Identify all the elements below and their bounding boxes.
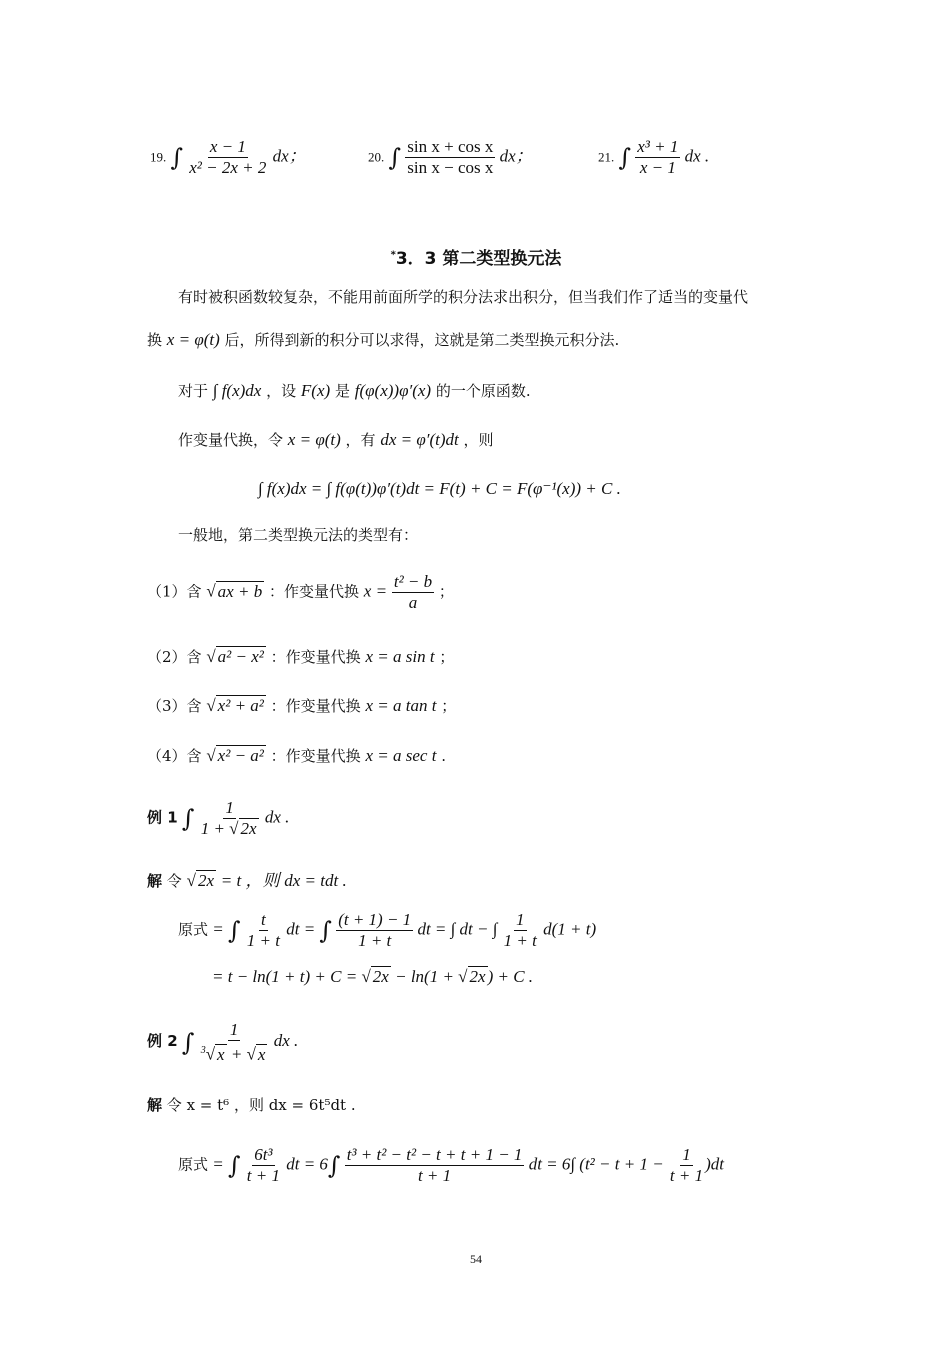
setup-math-composite: f(φ(x))φ′(x) (354, 381, 432, 400)
denominator: t + 1 (246, 1166, 280, 1185)
numerator: 6t³ (254, 1145, 273, 1164)
denominator: a (408, 593, 418, 612)
example-label: 例 1 (147, 808, 178, 827)
denominator: 1 + t (246, 931, 280, 950)
exercise-20 (368, 137, 533, 178)
denominator: 1 + √ 2x (200, 819, 257, 838)
types-intro: 一般地，第二类型换元法的类型有： (178, 526, 419, 544)
line-label: 原式 (178, 922, 209, 939)
substitution: x = a sec t (365, 746, 437, 765)
numerator: 1 (225, 798, 234, 817)
integral-sign: ∫ (327, 1151, 341, 1180)
intro-text: 换 (147, 331, 163, 349)
page-number: 54 (470, 1252, 482, 1266)
section-title: 3．3 第二类型换元法 (395, 249, 562, 269)
solution-label: 解 (147, 1096, 163, 1114)
fraction (187, 137, 268, 178)
term: dt − ∫ (459, 919, 498, 939)
exercise-21 (598, 137, 709, 178)
radical: 2x (372, 967, 389, 986)
type-1: （1）含 √ ax + b ：作变量代换 x = $\frac{\text{t² − b}}{a}$ ； (147, 572, 454, 612)
type-end: . (441, 747, 446, 765)
numerator: t³ + t² − t² − t + t + 1 − 1 (346, 1145, 523, 1164)
fraction (345, 1145, 525, 1186)
radical: 2x (197, 871, 214, 890)
denominator: $^3$√ x + √ x (200, 1044, 266, 1064)
integral-sign: ∫ (228, 1151, 241, 1180)
numerator: x³ + 1 (637, 137, 679, 156)
solution-1-intro: 解 令 √ 2x = t ，则 dx = tdt . (147, 871, 347, 890)
substitution: x = a sin t (365, 647, 435, 666)
numerator: sin x + cos x (407, 137, 494, 156)
denominator: 1 + t (358, 931, 392, 950)
radical: 2x (240, 819, 257, 838)
solution-1-line-2: = t − ln(1 + t) + C = √ 2x − ln(1 + √ 2x ) + C . (212, 967, 534, 986)
term: − ln(1 + (395, 967, 454, 986)
type-4: （4）含 √ x² − a² ：作变量代换 x = a sec t . (147, 746, 446, 765)
type-end: ； (438, 582, 454, 601)
radical: x (217, 1044, 225, 1064)
intro-line-1: 有时被积函数较复杂，不能用前面所学的积分法求出积分，但当我们作了适当的变量代 (178, 288, 749, 306)
sub-fraction (392, 572, 434, 613)
integral-sign: ∫ (181, 1028, 195, 1057)
numerator: t² − b (393, 572, 433, 591)
integral-sign: ∫ (181, 804, 195, 833)
term: = 6∫ (t² − t + 1 − (546, 1154, 664, 1174)
setup-text: 作变量代换，令 (178, 431, 284, 449)
integral-sign: ∫ (388, 143, 402, 172)
intro-math: x = φ(t) (166, 330, 220, 349)
type-end: ； (439, 648, 455, 666)
type-label: （3）含 (147, 697, 202, 715)
term: = t − ln(1 + t) + C = (212, 967, 358, 986)
integral-tail: dx； (272, 146, 306, 166)
exercise-number: 19. (150, 149, 167, 165)
plus: + (230, 1044, 243, 1064)
term: d(1 + t) (543, 919, 597, 939)
type-label: （1）含 (147, 582, 202, 601)
radical: x (257, 1044, 266, 1064)
type-text: ：作变量代换 (270, 648, 361, 666)
fraction (199, 798, 261, 839)
type-2: （2）含 √ a² − x² ：作变量代换 x = a sin t ； (147, 647, 455, 666)
type-3: （3）含 √ x² + a² ：作变量代换 x = a tan t ； (147, 696, 457, 715)
denominator: x² − 2x + 2 (189, 158, 267, 177)
fraction (336, 910, 413, 951)
type-text: ：作变量代换 (268, 582, 359, 601)
setup-text: 是 (334, 382, 350, 400)
term: ) + C . (487, 967, 534, 986)
numerator: 1 (229, 1020, 239, 1039)
solution-text: 令 x = t⁶ ，则 dx = 6t⁵dt . (166, 1096, 356, 1114)
integral-tail: dx . (264, 807, 290, 827)
example-label: 例 2 (147, 1032, 178, 1051)
solution-1-line-1: 原式 = ∫ $\frac{t}{1 + t}$ dt = ∫ $\frac{(t + 1) - 1}{1 + t}$ dt = ∫ dt − ∫ $\frac{1}{1 + t}$ d(1 + t) (178, 910, 597, 950)
setup-text: ，有 (345, 431, 376, 449)
denominator: t + 1 (417, 1166, 452, 1185)
solution-math: dx = tdt . (284, 871, 347, 890)
setup-text: 对于 (178, 382, 209, 400)
numerator: x − 1 (209, 137, 246, 156)
setup-math-antiderivative: F(x) (300, 381, 331, 400)
denominator: sin x − cos x (407, 158, 494, 177)
type-label: （4）含 (147, 747, 202, 765)
solution-2-intro (147, 1094, 356, 1116)
substitution: x = a tan t (365, 696, 437, 715)
integral-sign: ∫ (618, 143, 632, 172)
denominator: t + 1 (669, 1166, 704, 1185)
section-heading (0, 244, 952, 269)
setup-math-differential: dx = φ′(t)dt (380, 430, 459, 449)
integral-sign: ∫ (228, 916, 241, 945)
fraction (502, 910, 539, 951)
intro-line-2 (147, 329, 619, 351)
example-1 (147, 798, 289, 839)
exercise-19 (150, 137, 306, 178)
numerator: (t + 1) − 1 (338, 910, 412, 929)
type-end: ； (441, 697, 457, 715)
integral-tail: dx . (684, 146, 710, 166)
type-label: （2）含 (147, 648, 202, 666)
fraction (635, 137, 680, 178)
setup-text: ，设 (266, 382, 297, 400)
line-label: 原式 (178, 1157, 209, 1174)
exercise-number: 20. (368, 149, 385, 165)
integral-sign: ∫ (170, 143, 184, 172)
numerator: t (261, 910, 266, 929)
solution-text: = t ，则 (220, 871, 280, 890)
sub-lhs: x = (363, 581, 388, 601)
setup-text: ，则 (463, 431, 494, 449)
radical: x² + a² (217, 696, 264, 715)
fraction (199, 1020, 270, 1065)
denominator: x − 1 (639, 158, 676, 177)
numerator: 1 (682, 1145, 691, 1164)
integral-tail: dx； (499, 146, 533, 166)
term: )dt (705, 1154, 725, 1174)
type-text: ：作变量代换 (270, 747, 361, 765)
intro-text-end: 后，所得到新的积分可以求得，这就是第二类型换元积分法. (224, 331, 620, 349)
type-text: ：作变量代换 (270, 697, 361, 715)
example-2 (147, 1020, 298, 1065)
solution-2-line-1: 原式 = ∫ $\frac{\text{6t³}}{t + 1}$ dt = 6∫ $\frac{\text{t³ + t² − t² − t + t + 1 − 1}}{t + 1}$ dt = 6∫ (t² − t + 1 − $\frac{1}{t + 1}$ )dt (178, 1145, 725, 1185)
solution-label: 解 (147, 872, 163, 890)
den-prefix: 1 + (200, 819, 225, 838)
fraction (405, 137, 495, 178)
fraction (245, 910, 282, 951)
radical: 2x (469, 967, 486, 986)
main-formula: ∫ f(x)dx = ∫ f(φ(t))φ′(t)dt = F(t) + C = F(φ⁻¹(x)) + C . (258, 479, 621, 498)
integral-tail: dx . (273, 1031, 299, 1051)
radical: x² − a² (217, 746, 264, 765)
setup-math-substitution: x = φ(t) (287, 430, 341, 449)
solution-text: 令 (166, 872, 182, 890)
exercise-number: 21. (598, 149, 615, 165)
numerator: 1 (516, 910, 525, 929)
radical: ax + b (217, 581, 263, 601)
optional-star: * (390, 249, 396, 261)
setup-text: 的一个原函数. (435, 382, 531, 400)
setup-line-1 (178, 380, 531, 402)
setup-line-2 (178, 429, 494, 451)
fraction (245, 1145, 282, 1186)
radical: a² − x² (217, 647, 264, 666)
integral-sign: ∫ (319, 916, 332, 945)
denominator: 1 + t (503, 931, 537, 950)
setup-math-integral: ∫ f(x)dx (212, 381, 262, 400)
fraction (668, 1145, 705, 1186)
root-index: 3 (200, 1045, 206, 1056)
